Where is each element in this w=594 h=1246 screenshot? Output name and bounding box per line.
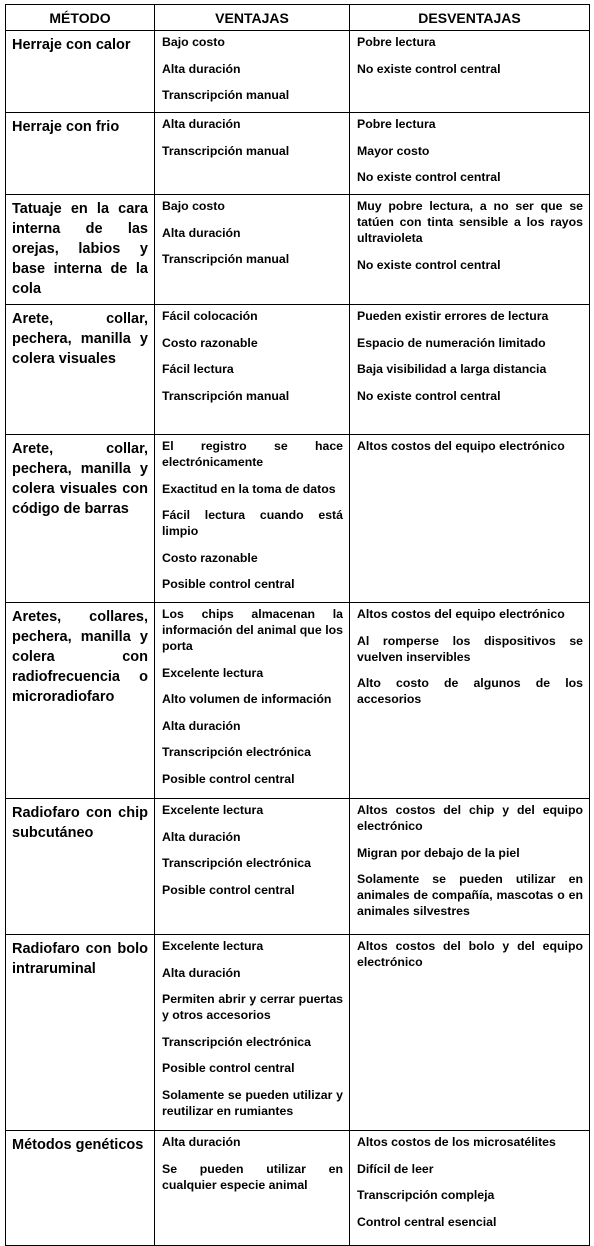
ventajas-cell	[155, 799, 350, 935]
ventaja-item: Bajo costo	[162, 35, 225, 49]
desventaja-item: Pobre lectura	[357, 35, 436, 49]
desventaja-item: Espacio de numeración limitado	[357, 335, 546, 350]
ventajas-cell	[155, 435, 350, 603]
table-row	[6, 31, 590, 113]
ventajas-cell	[155, 305, 350, 435]
ventaja-item: Se pueden utilizar en cualquier especie animal	[162, 1161, 343, 1192]
desventaja-item: No existe control central	[357, 388, 501, 403]
ventaja-item: Fácil lectura cuando está limpio	[162, 508, 343, 538]
ventaja-item: Exactitud en la toma de datos	[162, 481, 336, 496]
method-cell: Aretes, collares, pechera, manilla y colera con radiofrecuencia o microradiofaro	[6, 603, 155, 799]
desventajas-cell	[350, 31, 590, 113]
ventaja-item: Posible control central	[162, 577, 295, 591]
desventaja-item: Muy pobre lectura, a no ser que se tatúen con tinta sensible a los rayos ultravioleta	[357, 199, 583, 245]
method-cell: Herraje con calor	[6, 31, 155, 113]
ventaja-item: Alta duración	[162, 829, 241, 844]
method-cell: Radiofaro con bolo intraruminal	[6, 935, 155, 1131]
desventaja-item: No existe control central	[357, 257, 501, 272]
desventaja-item: No existe control central	[357, 170, 501, 184]
desventaja-item: Solamente se pueden utilizar en animales de compañía, mascotas o en animales silvestres	[357, 872, 583, 918]
ventaja-item: Los chips almacenan la información del animal que los porta	[162, 607, 343, 653]
method-cell: Tatuaje en la cara interna de las orejas, labios y base interna de la cola	[6, 195, 155, 305]
desventaja-item: Al romperse los dispositivos se vuelven inservibles	[357, 633, 583, 664]
ventaja-item: Fácil colocación	[162, 309, 258, 323]
method-cell: Radiofaro con chip subcutáneo	[6, 799, 155, 935]
ventaja-item: Alto volumen de información	[162, 692, 332, 706]
header-desventajas: DESVENTAJAS	[350, 5, 590, 31]
ventaja-item: Transcripción manual	[162, 388, 290, 403]
desventaja-item: Pueden existir errores de lectura	[357, 309, 549, 323]
desventajas-cell	[350, 1131, 590, 1246]
desventajas-cell	[350, 113, 590, 195]
ventaja-item: Transcripción manual	[162, 88, 290, 102]
ventajas-cell	[155, 195, 350, 305]
ventaja-item: Solamente se pueden utilizar y reutilizar en rumiantes	[162, 1087, 343, 1118]
table-row	[6, 1131, 590, 1246]
ventaja-item: Excelente lectura	[162, 803, 264, 817]
ventaja-item: Alta duración	[162, 1135, 241, 1149]
desventaja-item: Altos costos del equipo electrónico	[357, 607, 565, 621]
desventaja-item: Transcripción compleja	[357, 1188, 495, 1202]
ventaja-item: Permiten abrir y cerrar puertas y otros accesorios	[162, 992, 343, 1022]
ventaja-item: El registro se hace electrónicamente	[162, 439, 343, 469]
ventaja-item: Bajo costo	[162, 199, 225, 213]
desventaja-item: Control central esencial	[357, 1214, 497, 1229]
desventaja-item: Altos costos del equipo electrónico	[357, 439, 565, 453]
ventajas-cell	[155, 935, 350, 1131]
ventaja-item: Transcripción electrónica	[162, 1034, 311, 1049]
table-row	[6, 603, 590, 799]
table-row	[6, 113, 590, 195]
ventaja-item: Alta duración	[162, 965, 241, 980]
desventaja-item: Baja visibilidad a larga distancia	[357, 362, 547, 376]
desventaja-item: Migran por debajo de la piel	[357, 845, 520, 860]
ventaja-item: Alta duración	[162, 61, 241, 76]
ventaja-item: Excelente lectura	[162, 939, 264, 953]
ventaja-item: Alta duración	[162, 117, 241, 131]
table-row	[6, 195, 590, 305]
ventaja-item: Alta duración	[162, 225, 241, 240]
header-ventajas: VENTAJAS	[155, 5, 350, 31]
desventaja-item: Alto costo de algunos de los accesorios	[357, 676, 583, 706]
desventajas-cell	[350, 435, 590, 603]
method-cell: Métodos genéticos	[6, 1131, 155, 1246]
table-row	[6, 935, 590, 1131]
ventaja-item: Costo razonable	[162, 550, 258, 565]
method-cell: Arete, collar, pechera, manilla y colera visuales con código de barras	[6, 435, 155, 603]
header-metodo: MÉTODO	[6, 5, 155, 31]
method-cell: Arete, collar, pechera, manilla y colera visuales	[6, 305, 155, 435]
ventaja-item: Posible control central	[162, 1061, 295, 1075]
ventaja-item: Transcripción electrónica	[162, 745, 311, 759]
ventajas-cell	[155, 31, 350, 113]
desventaja-item: Altos costos del chip y del equipo electrónico	[357, 803, 583, 833]
table-body	[6, 31, 590, 1246]
desventajas-cell	[350, 935, 590, 1131]
desventajas-cell	[350, 305, 590, 435]
ventajas-cell	[155, 1131, 350, 1246]
ventaja-item: Posible control central	[162, 882, 295, 897]
desventajas-cell	[350, 603, 590, 799]
ventaja-item: Fácil lectura	[162, 362, 234, 376]
ventaja-item: Posible control central	[162, 771, 295, 786]
desventaja-item: Altos costos del bolo y del equipo electrónico	[357, 939, 583, 969]
desventaja-item: Altos costos de los microsatélites	[357, 1135, 556, 1149]
ventaja-item: Transcripción manual	[162, 252, 290, 266]
desventaja-item: Difícil de leer	[357, 1161, 434, 1176]
table-row	[6, 799, 590, 935]
header-row	[6, 5, 590, 31]
desventajas-cell	[350, 195, 590, 305]
ventaja-item: Costo razonable	[162, 335, 258, 350]
ventaja-item: Transcripción electrónica	[162, 856, 311, 870]
ventaja-item: Transcripción manual	[162, 143, 290, 158]
desventaja-item: Mayor costo	[357, 143, 430, 158]
table-row	[6, 305, 590, 435]
ventajas-cell	[155, 603, 350, 799]
ventajas-cell	[155, 113, 350, 195]
desventaja-item: Pobre lectura	[357, 117, 436, 131]
desventajas-cell	[350, 799, 590, 935]
ventaja-item: Excelente lectura	[162, 665, 264, 680]
table-row	[6, 435, 590, 603]
desventaja-item: No existe control central	[357, 61, 501, 76]
ventaja-item: Alta duración	[162, 718, 241, 733]
method-cell: Herraje con frio	[6, 113, 155, 195]
comparison-table	[5, 4, 590, 1246]
